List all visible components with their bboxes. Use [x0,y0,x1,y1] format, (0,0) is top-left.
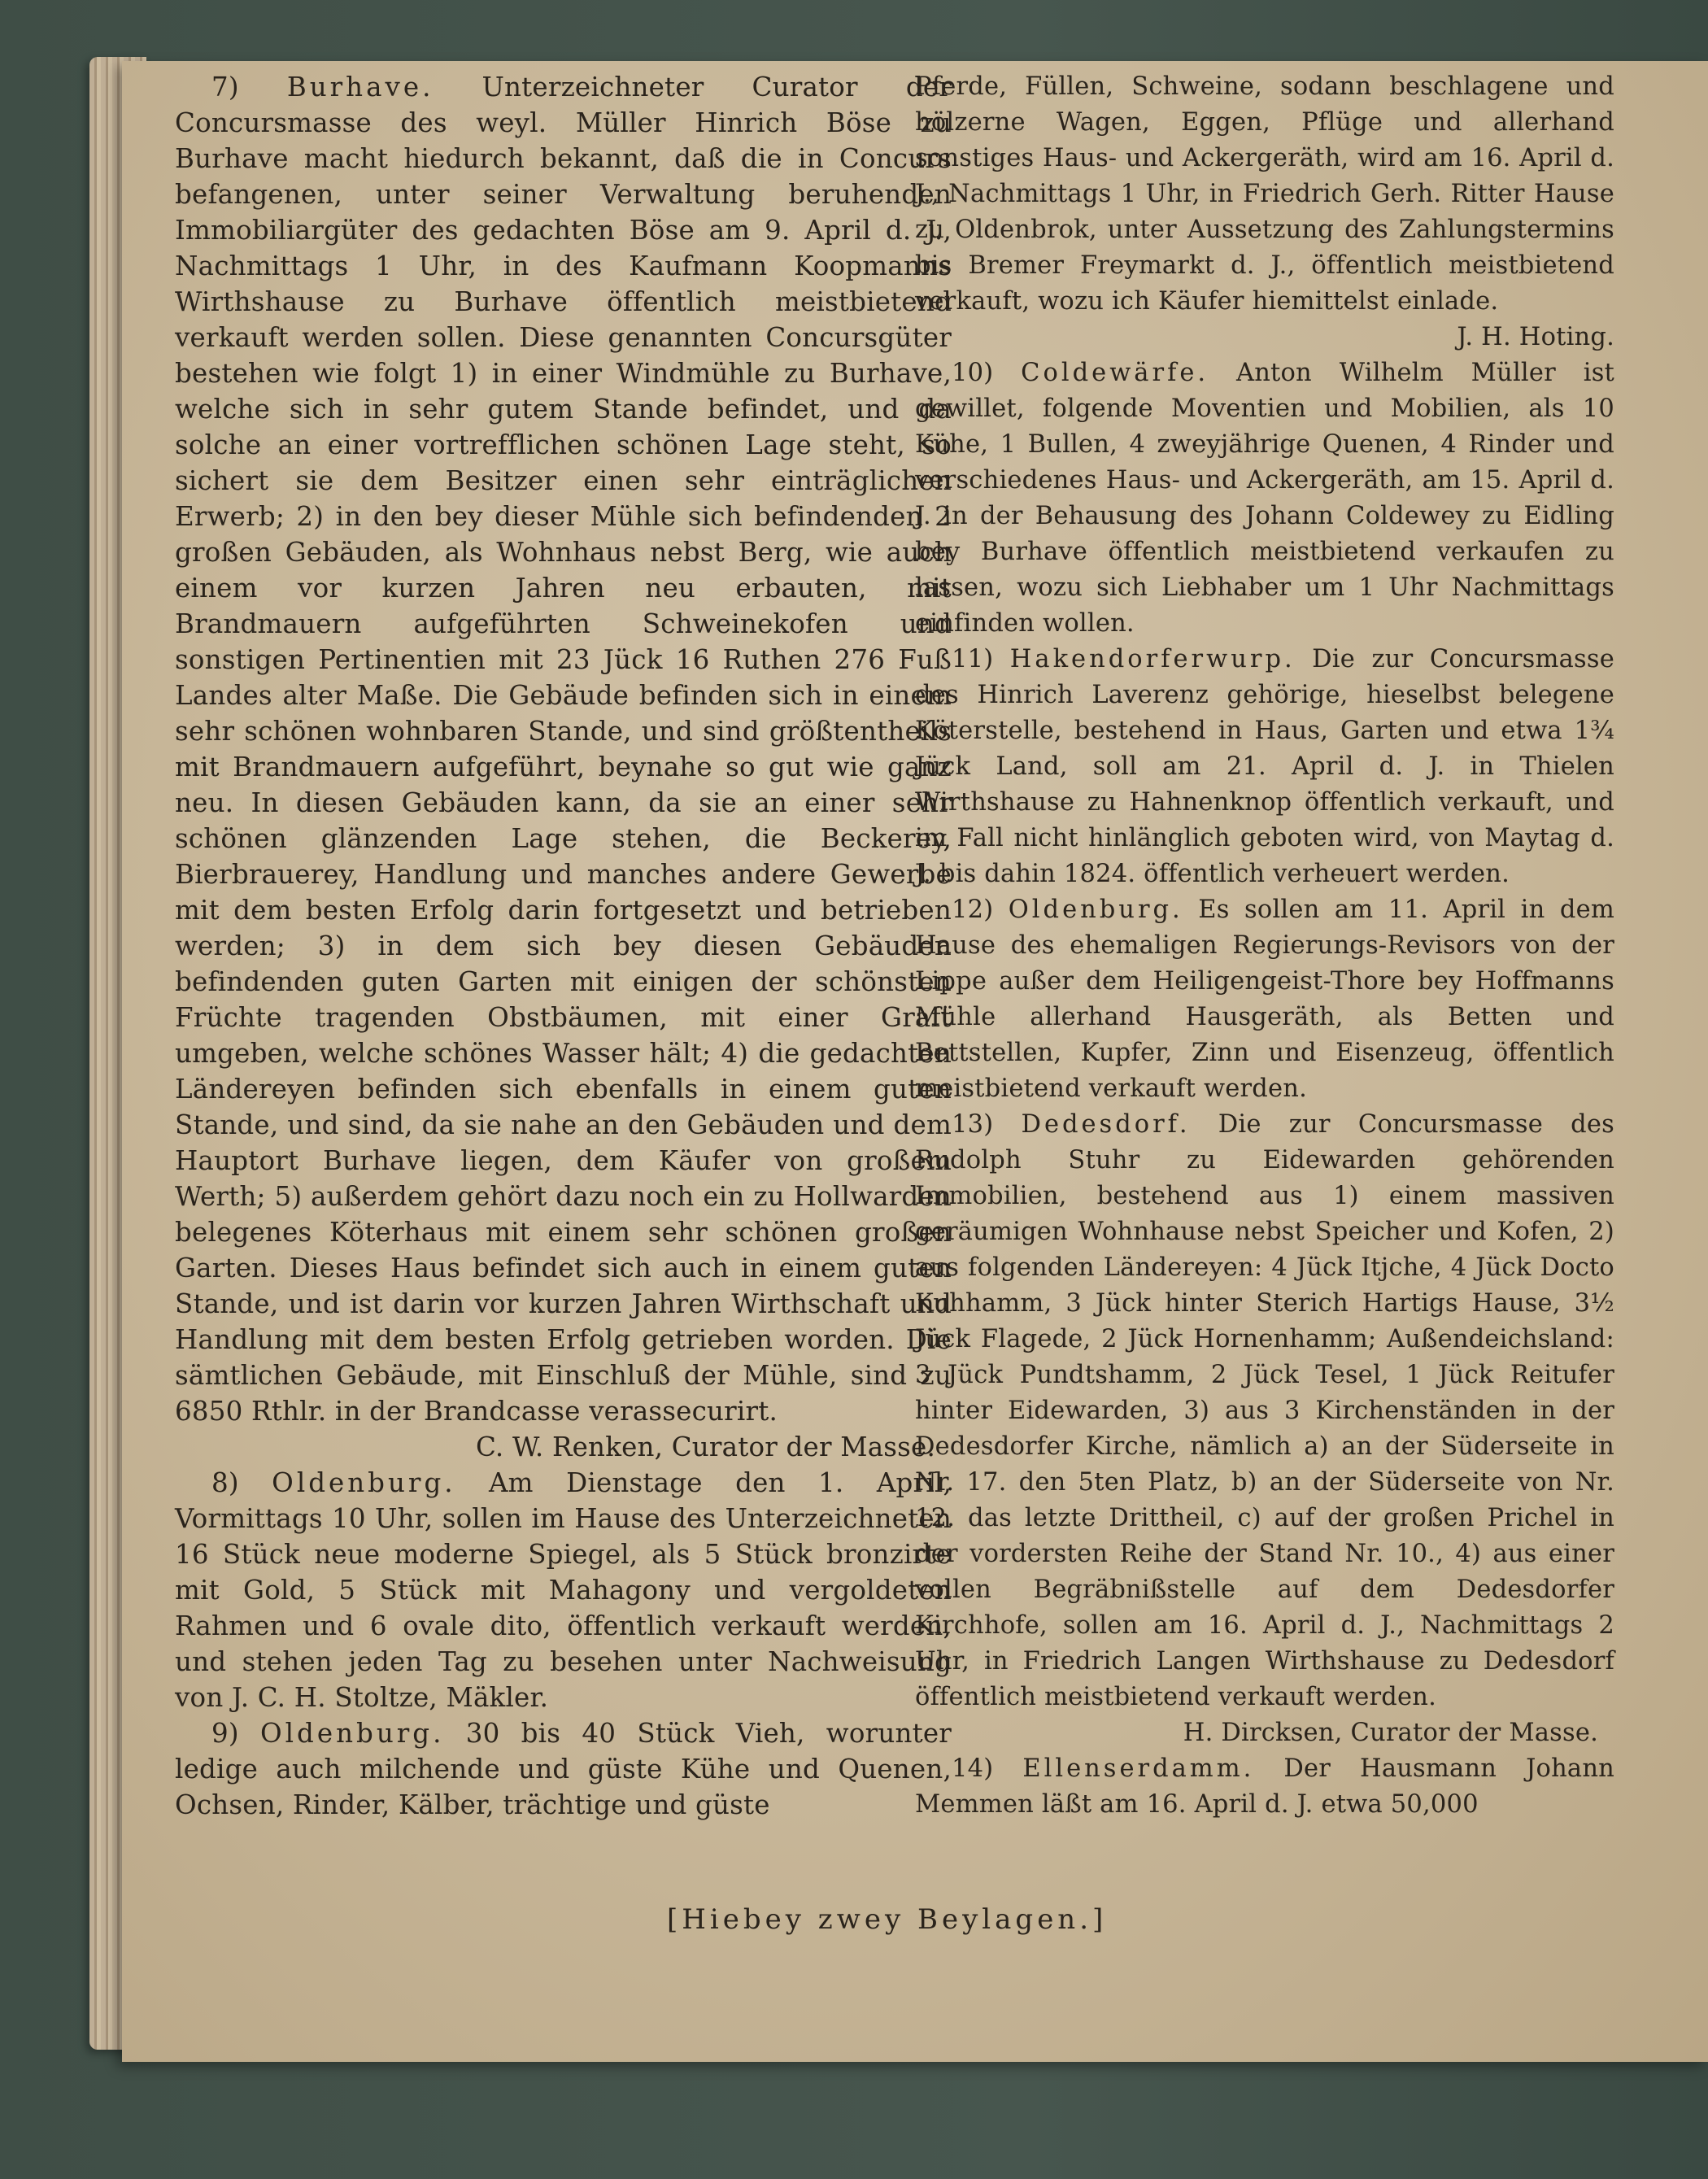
notice-place: Oldenburg. [272,1467,456,1498]
notice-signature: J. H. Hoting. [1457,323,1614,351]
right-column [915,69,1614,1823]
supplement-note: [Hiebey zwey Beylagen.] [667,1903,1108,1936]
notice-10 [915,355,1614,642]
notice-text: Es sollen am 11. April in dem Hause des ehemaligen Regierungs-Revisors von der Lippe außer dem Heiligengeist-Thore bey Hoffmanns Mühle allerhand Hausgeräth, als Betten und Bettstellen, Kupfer, Zinn und Eisenzeug, öffentlich meistbietend verkauft werden. [915,896,1614,1103]
notice-9-continuation [915,69,1614,351]
notice-text: Die zur Concursmasse des Hinrich Laverenz gehörige, hieselbst belegene Köterstelle, bestehend in Haus, Garten und etwa 1¾ Jück Land, soll am 21. April d. J. in Thielen Wirthshause zu Hahnenknop öffentlich verkauft, und im Fall nicht hinlänglich geboten wird, von Maytag d. J. bis dahin 1824. öffentlich verheuert werden. [915,645,1614,888]
notice-number: 14) [952,1754,994,1783]
notice-text: Anton Wilhelm Müller ist gewillet, folgende Moventien und Mobilien, als 10 Kühe, 1 Bullen, 4 zweyjährige Quenen, 4 Rinder und verschiedenes Haus- und Ackergeräth, am 15. April d. J. in der Behausung des Johann Coldewey zu Eidling bey Burhave öffentlich meistbietend verkaufen zu lassen, wozu sich Liebhaber um 1 Uhr Nachmittags einfinden wollen. [915,359,1615,638]
notice-12 [915,892,1614,1107]
notice-text: Unterzeichneter Curator der Concursmasse des weyl. Müller Hinrich Böse zu Burhave macht hiedurch bekannt, daß die in Concurs befangenen, unter seiner Verwaltung beruhenden Immobiliargüter des gedachten Böse am 9. April d. J., Nachmittags 1 Uhr, in des Kaufmann Koopmanns Wirthshause zu Burhave öffentlich meistbietend verkauft werden sollen. Diese genannten Concursgüter bestehen wie folgt 1) in einer Windmühle zu Burhave, welche sich in sehr gutem Stande befindet, und da solche an einer vortrefflichen schönen Lage steht, so sichert sie dem Besitzer einen sehr einträglichen Erwerb; 2) in den bey dieser Mühle sich befindenden 2 großen Gebäuden, als Wohnhaus nebst Berg, wie auch einem vor kurzen Jahren neu erbauten, mit Brandmauern aufgeführten Schweinekofen und sonstigen Pertinentien mit 23 Jück 16 Ruthen 276 Fuß Landes alter Maße. Die Gebäude befinden sich in einem sehr schönen wohnbaren Stande, und sind größtentheils mit Brandmauern aufgeführt, beynahe so gut wie ganz neu. In diesen Gebäuden kann, da sie an einer sehr schönen glänzenden Lage stehen, die Beckerey, Bierbrauerey, Handlung und manches andere Gewerbe mit dem besten Erfolg darin fortgesetzt und betrieben werden; 3) in dem sich bey diesen Gebäuden befindenden guten Garten mit einigen der schönsten Früchte tragenden Obstbäumen, mit einer Graft umgeben, welche schönes Wasser hält; 4) die gedachten Ländereyen befinden sich ebenfalls in einem guten Stande, und sind, da sie nahe an den Gebäuden und dem Hauptort Burhave liegen, dem Käufer von großem Werth; 5) außerdem gehört dazu noch ein zu Hollwarden belegenes Köterhaus mit einem sehr schönen großen Garten. Dieses Haus befindet sich auch in einem guten Stande, und ist darin vor kurzen Jahren Wirthschaft und Handlung mit dem besten Erfolg getrieben worden. Die sämtlichen Gebäude, mit Einschluß der Mühle, sind zu 6850 Rthlr. in der Brandcasse verassecurirt. [175,72,952,1427]
notice-7 [175,69,952,1465]
notice-text: 30 bis 40 Stück Vieh, worunter ledige auch milchende und güste Kühe und Quenen, Ochsen, Rinder, Kälber, trächtige und güste [175,1718,952,1820]
notice-place: Coldewärfe. [1021,359,1209,387]
left-column [175,69,952,1823]
notice-place: Hakendorferwurp. [1009,645,1296,673]
notice-number: 11) [952,645,994,673]
notice-14 [915,1751,1614,1823]
notice-place: Oldenburg. [1008,896,1183,924]
notice-signature: C. W. Renken, Curator der Masse. [476,1432,935,1462]
notice-13 [915,1107,1614,1751]
notice-place: Burhave. [286,72,434,102]
notice-11 [915,642,1614,892]
notice-text: Der Hausmann Johann Memmen läßt am 16. April d. J. etwa 50,000 [915,1754,1615,1819]
notice-8 [175,1465,952,1715]
notice-number: 9) [211,1718,239,1749]
notice-9 [175,1715,952,1823]
notice-place: Oldenburg. [260,1718,445,1749]
notice-place: Dedesdorf. [1021,1110,1191,1139]
notice-text: Am Dienstage den 1. April, Vormittags 10 Uhr, sollen im Hause des Unterzeichneten 16 Stück neue moderne Spiegel, als 5 Stück bronzirte mit Gold, 5 Stück mit Mahagony und vergoldeten Rahmen und 6 ovale dito, öffentlich verkauft werden, und stehen jeden Tag zu besehen unter Nachweisung von J. C. H. Stoltze, Mäkler. [175,1467,952,1713]
notice-signature: H. Dircksen, Curator der Masse. [1183,1719,1598,1747]
notice-number: 10) [952,359,994,387]
notice-place: Ellenserdamm. [1022,1754,1255,1783]
notice-text: Die zur Concursmasse des Rudolph Stuhr zu Eidewarden gehörenden Immobilien, bestehend aus 1) einem massiven geräumigen Wohnhause nebst Speicher und Kofen, 2) aus folgenden Ländereyen: 4 Jück Itjche, 4 Jück Docto Kuhhamm, 3 Jück hinter Sterich Hartigs Hause, 3½ Jück Flagede, 2 Jück Hornenhamm; Außendeichsland: 3 Jück Pundtshamm, 2 Jück Tesel, 1 Jück Reitufer hinter Eidewarden, 3) aus 3 Kirchenständen in der Dedesdorfer Kirche, nämlich a) an der Süderseite in Nr. 17. den 5ten Platz, b) an der Süderseite von Nr. 12. das letzte Drittheil, c) auf der großen Prichel in der vordersten Reihe der Stand Nr. 10., 4) aus einer vollen Begräbnißstelle auf dem Dedesdorfer Kirchhofe, sollen am 16. April d. J., Nachmittags 2 Uhr, in Friedrich Langen Wirthshause zu Dedesdorf öffentlich meistbietend verkauft werden. [915,1110,1614,1711]
notice-number: 13) [952,1110,994,1139]
notice-number: 12) [952,896,994,924]
notice-number: 8) [211,1467,239,1498]
notice-number: 7) [211,72,239,102]
notice-text: Pferde, Füllen, Schweine, sodann beschlagene und hölzerne Wagen, Eggen, Pflüge und allerhand sonstiges Haus- und Ackergeräth, wird am 16. April d. J., Nachmittags 1 Uhr, in Friedrich Gerh. Ritter Hause zu Oldenbrok, unter Aussetzung des Zahlungstermins bis Bremer Freymarkt d. J., öffentlich meistbietend verkauft, wozu ich Käufer hiemittelst einlade. [915,72,1614,316]
